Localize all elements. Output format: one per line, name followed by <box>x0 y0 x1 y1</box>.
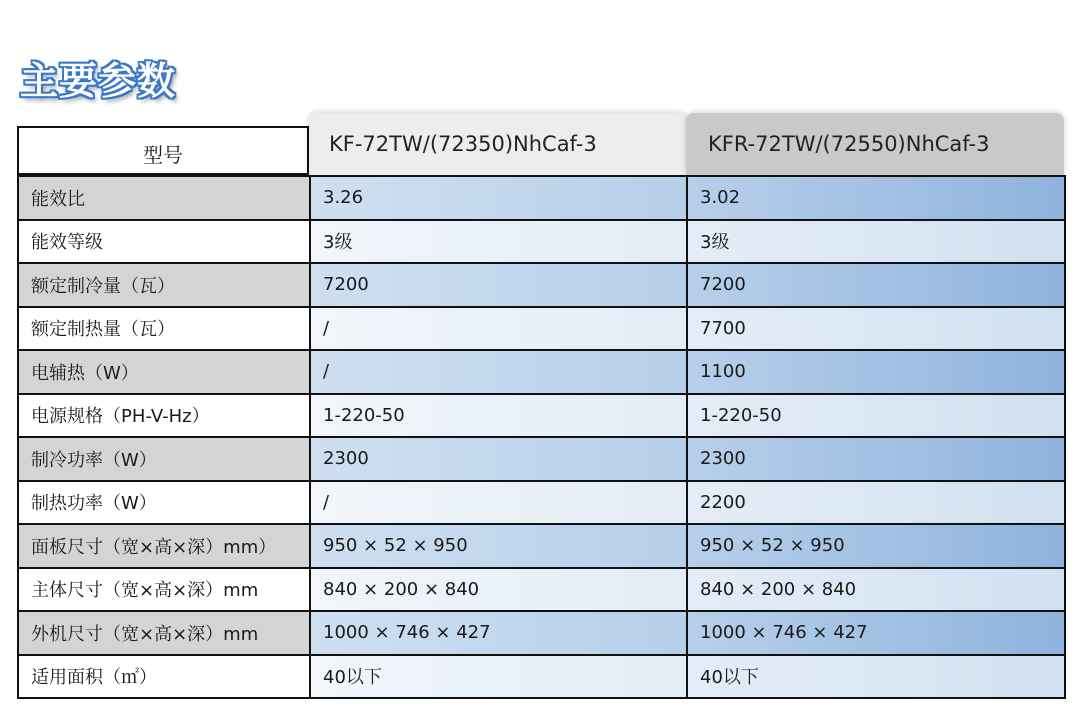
value-model-1: 3级 <box>310 220 687 264</box>
value-model-1: 7200 <box>310 263 687 307</box>
table-row <box>18 568 1065 612</box>
value-model-2: 1100 <box>687 350 1065 394</box>
row-label: 制冷功率（W） <box>18 437 310 481</box>
value-model-2: 7700 <box>687 307 1065 351</box>
value-model-2: 40以下 <box>687 655 1065 699</box>
row-label: 额定制热量（瓦） <box>18 307 310 351</box>
table-row <box>18 394 1065 438</box>
page-title: 主要参数 <box>20 59 177 103</box>
value-model-2: 1000 × 746 × 427 <box>687 611 1065 655</box>
value-model-2: 950 × 52 × 950 <box>687 524 1065 568</box>
value-model-1: 1000 × 746 × 427 <box>310 611 687 655</box>
value-model-2: 1-220-50 <box>687 394 1065 438</box>
row-label: 能效比 <box>18 176 310 220</box>
table-row <box>18 655 1065 699</box>
value-model-1: 40以下 <box>310 655 687 699</box>
value-model-1: 840 × 200 × 840 <box>310 568 687 612</box>
spec-table <box>17 175 1066 699</box>
value-model-1: 950 × 52 × 950 <box>310 524 687 568</box>
row-label: 电辅热（W） <box>18 350 310 394</box>
table-row <box>18 220 1065 264</box>
row-label: 能效等级 <box>18 220 310 264</box>
table-row <box>18 350 1065 394</box>
table-row <box>18 524 1065 568</box>
table-row <box>18 611 1065 655</box>
model-header-1: KF-72TW/(72350)NhCaf-3 <box>309 113 686 175</box>
row-label: 适用面积（㎡） <box>18 655 310 699</box>
value-model-1: / <box>310 481 687 525</box>
row-label: 面板尺寸（宽×高×深）mm） <box>18 524 310 568</box>
value-model-2: 2200 <box>687 481 1065 525</box>
row-label: 外机尺寸（宽×高×深）mm <box>18 611 310 655</box>
value-model-2: 3.02 <box>687 176 1065 220</box>
value-model-1: 2300 <box>310 437 687 481</box>
value-model-1: 1-220-50 <box>310 394 687 438</box>
row-label: 主体尺寸（宽×高×深）mm <box>18 568 310 612</box>
table-row <box>18 307 1065 351</box>
row-label: 额定制冷量（瓦） <box>18 263 310 307</box>
table-row <box>18 176 1065 220</box>
value-model-2: 840 × 200 × 840 <box>687 568 1065 612</box>
value-model-1: / <box>310 307 687 351</box>
table-row <box>18 481 1065 525</box>
value-model-1: 3.26 <box>310 176 687 220</box>
table-row <box>18 263 1065 307</box>
model-header-label: 型号 <box>17 126 309 175</box>
row-label: 电源规格（PH-V-Hz） <box>18 394 310 438</box>
value-model-2: 7200 <box>687 263 1065 307</box>
row-label: 制热功率（W） <box>18 481 310 525</box>
value-model-2: 2300 <box>687 437 1065 481</box>
value-model-2: 3级 <box>687 220 1065 264</box>
model-header-2: KFR-72TW/(72550)NhCaf-3 <box>686 113 1064 175</box>
value-model-1: / <box>310 350 687 394</box>
table-row <box>18 437 1065 481</box>
